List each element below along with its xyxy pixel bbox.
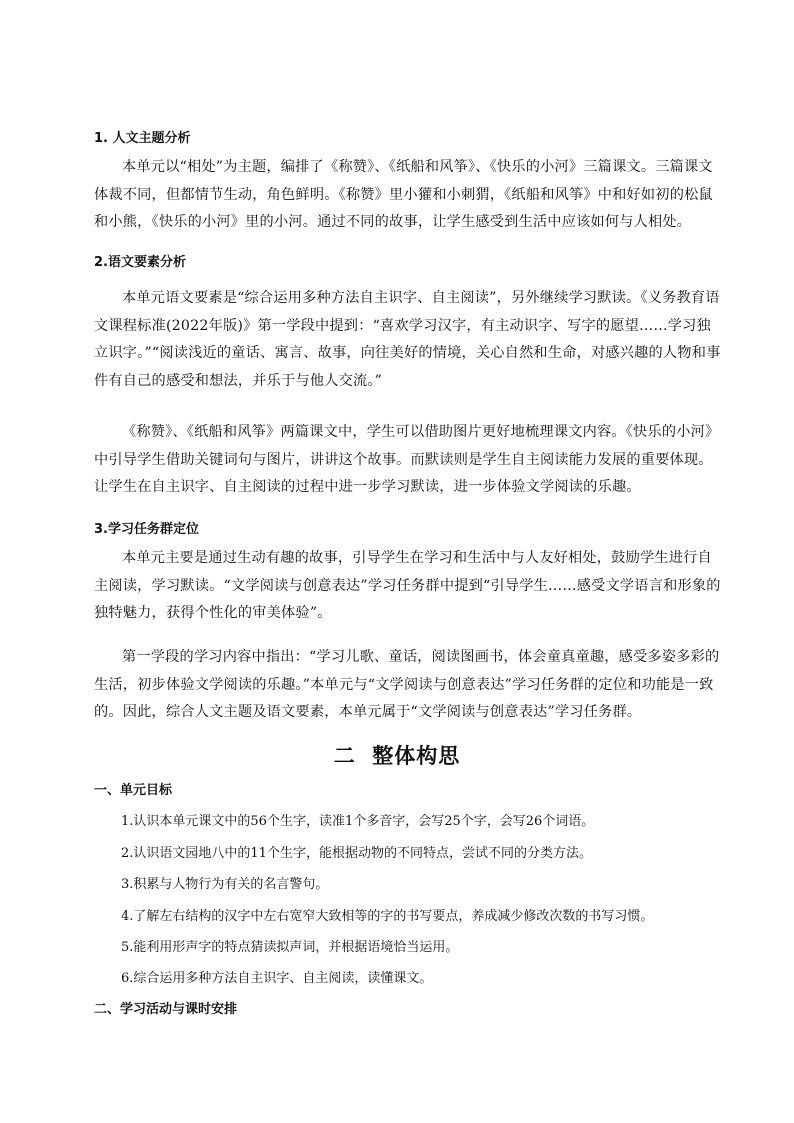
heading-activities: 二、学习活动与课时安排 [94, 1002, 238, 1017]
paragraph-humanistic-theme: 本单元以“相处”为主题，编排了《称赞》、《纸船和风筝》、《快乐的小河》三篇课文。三篇课文体裁不同，但都情节生动，角色鲜明。《称赞》里小獾和小刺猬，《纸船和风筝》中和好如初的松鼠和小熊，《快乐的小河》里的小河。通过不同的故事，让学生感受到生活中应该如何与人相处。 [94, 159, 713, 230]
goal-item-2: 2.认识语文园地八中的11个生字，能根据动物的不同特点，尝试不同的分类方法。 [121, 846, 592, 861]
goal-item-6: 6.综合运用多种方法自主识字、自主阅读，读懂课文。 [121, 971, 433, 986]
heading-task-group: 3.学习任务群定位 [94, 522, 199, 537]
heading-humanistic-theme: 1. 人文主题分析 [94, 131, 191, 146]
paragraph-task-group-2: 第一学段的学习内容中指出：“学习儿歌、童话，阅读图画书，体会童真童趣，感受多姿多彩的生活，初步体验文学阅读的乐趣。”本单元与“文学阅读与创意表达”学习任务群的定位和功能是一致的。因此，综合人文主题及语文要素，本单元属于“文学阅读与创意表达”学习任务群。 [94, 649, 720, 720]
paragraph-language-elements-1: 本单元语文要素是“综合运用多种方法自主识字、自主阅读”，另外继续学习默读。《义务教育语文课程标准(2022年版)》第一学段中提到：“喜欢学习汉字，有主动识字、写字的愿望……学习独立识字。”“阅读浅近的童话、寓言、故事，向往美好的情境，关心自然和生命，对感兴趣的人物和事件有自己的感受和想法，并乐于与他人交流。” [94, 290, 721, 389]
heading-unit-goals: 一、单元目标 [94, 783, 173, 798]
goal-item-4: 4.了解左右结构的汉字中左右宽窄大致相等的字的书写要点，养成减少修改次数的书写习惯。 [121, 909, 654, 924]
goal-item-3: 3.积累与人物行为有关的名言警句。 [121, 877, 329, 892]
goal-item-1: 1.认识本单元课文中的56个生字，读准1个多音字，会写25个字，会写26个词语。 [121, 814, 595, 829]
paragraph-task-group-1: 本单元主要是通过生动有趣的故事，引导学生在学习和生活中与人友好相处，鼓励学生进行自主阅读，学习默读。“文学阅读与创意表达”学习任务群中提到“引导学生……感受文学语言和形象的独特魅力，获得个性化的审美体验”。 [94, 550, 721, 621]
goal-item-5: 5.能利用形声字的特点猜读拟声词，并根据语境恰当运用。 [121, 940, 459, 955]
heading-language-elements: 2.语文要素分析 [94, 255, 186, 270]
part-two-title: 二 整体构思 [333, 744, 461, 768]
paragraph-language-elements-2: 《称赞》、《纸船和风筝》两篇课文中，学生可以借助图片更好地梳理课文内容。《快乐的小河》中引导学生借助关键词句与图片，讲讲这个故事。而默读则是学生自主阅读能力发展的重要体现。让学生在自主识字、自主阅读的过程中进一步学习默读，进一步体验文学阅读的乐趣。 [94, 424, 720, 495]
